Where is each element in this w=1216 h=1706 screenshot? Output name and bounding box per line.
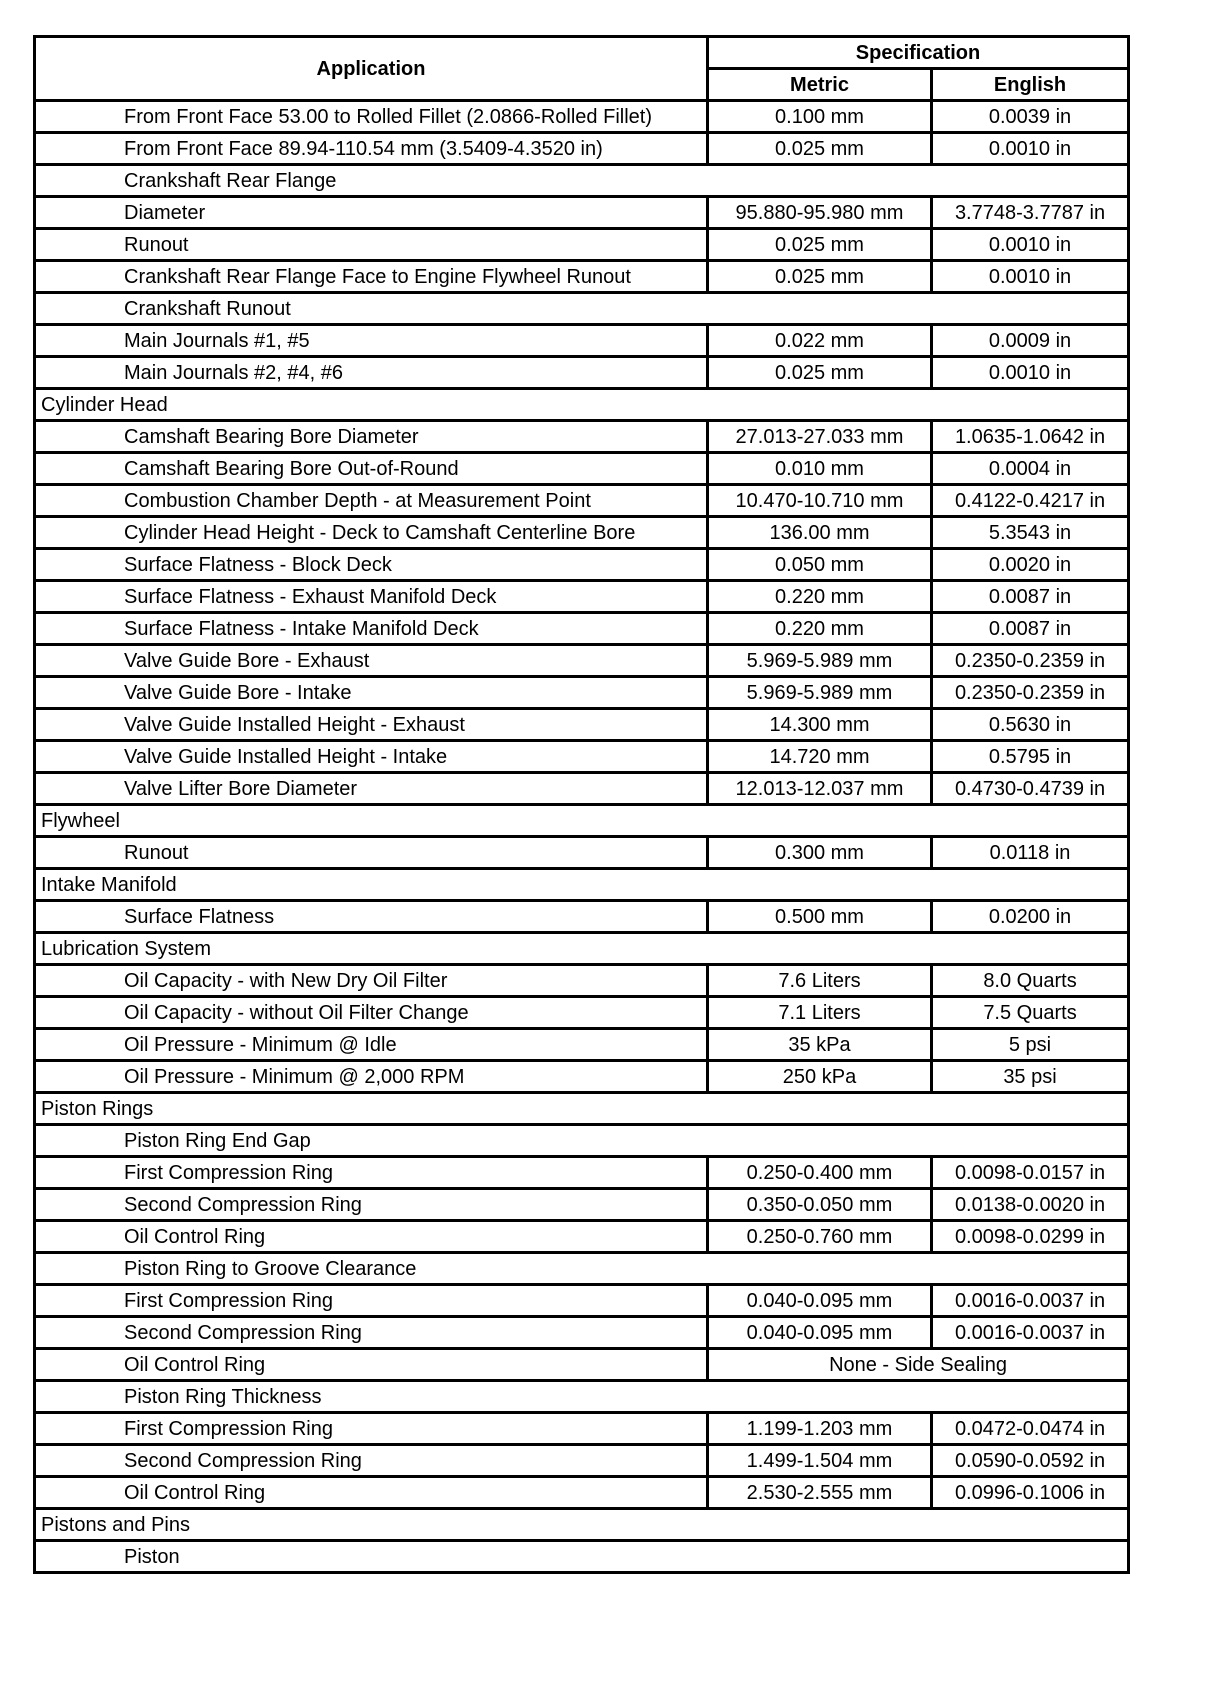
english-cell: 0.0200 in — [932, 901, 1129, 933]
table-row — [35, 645, 1129, 677]
table-row — [35, 133, 1129, 165]
application-cell: Oil Control Ring — [35, 1477, 708, 1509]
application-cell: Oil Control Ring — [35, 1349, 708, 1381]
english-cell: 0.0039 in — [932, 101, 1129, 133]
english-cell: 0.4730-0.4739 in — [932, 773, 1129, 805]
table-row — [35, 357, 1129, 389]
specification-cell: None - Side Sealing — [708, 1349, 1129, 1381]
english-cell: 5 psi — [932, 1029, 1129, 1061]
application-cell: Second Compression Ring — [35, 1317, 708, 1349]
metric-cell: 0.350-0.050 mm — [708, 1189, 932, 1221]
english-cell: 0.0087 in — [932, 581, 1129, 613]
specification-header: Specification — [708, 37, 1129, 69]
subsection-label: Crankshaft Runout — [35, 293, 1129, 325]
metric-cell: 1.499-1.504 mm — [708, 1445, 932, 1477]
english-cell: 0.0472-0.0474 in — [932, 1413, 1129, 1445]
metric-cell: 14.720 mm — [708, 741, 932, 773]
english-cell: 35 psi — [932, 1061, 1129, 1093]
english-cell: 7.5 Quarts — [932, 997, 1129, 1029]
subsection-label: Crankshaft Rear Flange — [35, 165, 1129, 197]
english-cell: 0.0016-0.0037 in — [932, 1285, 1129, 1317]
application-cell: Main Journals #1, #5 — [35, 325, 708, 357]
application-cell: Valve Guide Installed Height - Intake — [35, 741, 708, 773]
english-cell: 0.5630 in — [932, 709, 1129, 741]
metric-cell: 0.025 mm — [708, 133, 932, 165]
table-row — [35, 965, 1129, 997]
table-row — [35, 517, 1129, 549]
application-cell: Camshaft Bearing Bore Out-of-Round — [35, 453, 708, 485]
table-row — [35, 837, 1129, 869]
table-row — [35, 1285, 1129, 1317]
subsection-label: Piston — [35, 1541, 1129, 1573]
subsection-label: Piston Ring End Gap — [35, 1125, 1129, 1157]
application-cell: From Front Face 89.94-110.54 mm (3.5409-4.3520 in) — [35, 133, 708, 165]
section-label: Piston Rings — [35, 1093, 1129, 1125]
table-row — [35, 613, 1129, 645]
metric-cell: 0.040-0.095 mm — [708, 1285, 932, 1317]
table-row — [35, 197, 1129, 229]
metric-cell: 0.300 mm — [708, 837, 932, 869]
english-cell: 0.0004 in — [932, 453, 1129, 485]
table-row — [35, 485, 1129, 517]
application-cell: Valve Guide Installed Height - Exhaust — [35, 709, 708, 741]
application-cell: First Compression Ring — [35, 1285, 708, 1317]
table-row — [35, 1157, 1129, 1189]
metric-cell: 0.025 mm — [708, 229, 932, 261]
table-row — [35, 1061, 1129, 1093]
metric-cell: 0.100 mm — [708, 101, 932, 133]
application-header: Application — [35, 37, 708, 101]
metric-cell: 2.530-2.555 mm — [708, 1477, 932, 1509]
section-label: Intake Manifold — [35, 869, 1129, 901]
specification-table — [33, 35, 1130, 1574]
section-row — [35, 1509, 1129, 1541]
header-row-1 — [35, 37, 1129, 69]
section-row — [35, 933, 1129, 965]
application-cell: Combustion Chamber Depth - at Measurement Point — [35, 485, 708, 517]
application-cell: Oil Control Ring — [35, 1221, 708, 1253]
metric-cell: 0.040-0.095 mm — [708, 1317, 932, 1349]
application-cell: First Compression Ring — [35, 1157, 708, 1189]
table-row — [35, 677, 1129, 709]
subsection-label: Piston Ring Thickness — [35, 1381, 1129, 1413]
metric-cell: 136.00 mm — [708, 517, 932, 549]
table-body — [35, 101, 1129, 1573]
table-row — [35, 261, 1129, 293]
table-row — [35, 1221, 1129, 1253]
english-cell: 3.7748-3.7787 in — [932, 197, 1129, 229]
table-row — [35, 421, 1129, 453]
application-cell: Runout — [35, 837, 708, 869]
metric-cell: 0.220 mm — [708, 581, 932, 613]
english-cell: 0.0010 in — [932, 133, 1129, 165]
table-row — [35, 709, 1129, 741]
section-label: Flywheel — [35, 805, 1129, 837]
english-cell: 0.0138-0.0020 in — [932, 1189, 1129, 1221]
metric-cell: 12.013-12.037 mm — [708, 773, 932, 805]
english-cell: 8.0 Quarts — [932, 965, 1129, 997]
section-row — [35, 389, 1129, 421]
application-cell: Main Journals #2, #4, #6 — [35, 357, 708, 389]
english-cell: 0.0016-0.0037 in — [932, 1317, 1129, 1349]
english-cell: 0.2350-0.2359 in — [932, 645, 1129, 677]
english-cell: 0.0020 in — [932, 549, 1129, 581]
english-cell: 0.0010 in — [932, 357, 1129, 389]
table-row — [35, 1413, 1129, 1445]
metric-cell: 0.050 mm — [708, 549, 932, 581]
metric-cell: 7.1 Liters — [708, 997, 932, 1029]
english-header: English — [932, 69, 1129, 101]
subsection-row — [35, 1541, 1129, 1573]
application-cell: Surface Flatness — [35, 901, 708, 933]
application-cell: Camshaft Bearing Bore Diameter — [35, 421, 708, 453]
table-row — [35, 1477, 1129, 1509]
table-row — [35, 101, 1129, 133]
table-row — [35, 901, 1129, 933]
section-label: Lubrication System — [35, 933, 1129, 965]
metric-cell: 1.199-1.203 mm — [708, 1413, 932, 1445]
application-cell: Runout — [35, 229, 708, 261]
application-cell: Valve Guide Bore - Exhaust — [35, 645, 708, 677]
english-cell: 5.3543 in — [932, 517, 1129, 549]
application-cell: Oil Capacity - without Oil Filter Change — [35, 997, 708, 1029]
table-row — [35, 997, 1129, 1029]
metric-cell: 5.969-5.989 mm — [708, 645, 932, 677]
table-row — [35, 773, 1129, 805]
metric-cell: 5.969-5.989 mm — [708, 677, 932, 709]
metric-cell: 7.6 Liters — [708, 965, 932, 997]
application-cell: Oil Pressure - Minimum @ 2,000 RPM — [35, 1061, 708, 1093]
metric-header: Metric — [708, 69, 932, 101]
application-cell: Crankshaft Rear Flange Face to Engine Flywheel Runout — [35, 261, 708, 293]
table-row — [35, 229, 1129, 261]
english-cell: 0.0098-0.0157 in — [932, 1157, 1129, 1189]
table-header — [35, 37, 1129, 101]
subsection-row — [35, 293, 1129, 325]
metric-cell: 0.025 mm — [708, 357, 932, 389]
table-row — [35, 1349, 1129, 1381]
table-row — [35, 741, 1129, 773]
english-cell: 0.4122-0.4217 in — [932, 485, 1129, 517]
table-row — [35, 325, 1129, 357]
metric-cell: 95.880-95.980 mm — [708, 197, 932, 229]
english-cell: 0.0996-0.1006 in — [932, 1477, 1129, 1509]
table-row — [35, 453, 1129, 485]
application-cell: Second Compression Ring — [35, 1445, 708, 1477]
metric-cell: 0.022 mm — [708, 325, 932, 357]
english-cell: 0.0010 in — [932, 261, 1129, 293]
table-row — [35, 1317, 1129, 1349]
metric-cell: 35 kPa — [708, 1029, 932, 1061]
english-cell: 0.0087 in — [932, 613, 1129, 645]
subsection-row — [35, 1253, 1129, 1285]
application-cell: Valve Guide Bore - Intake — [35, 677, 708, 709]
table-row — [35, 1445, 1129, 1477]
english-cell: 0.0098-0.0299 in — [932, 1221, 1129, 1253]
table-row — [35, 1189, 1129, 1221]
section-row — [35, 1093, 1129, 1125]
subsection-row — [35, 1125, 1129, 1157]
metric-cell: 27.013-27.033 mm — [708, 421, 932, 453]
metric-cell: 14.300 mm — [708, 709, 932, 741]
metric-cell: 0.500 mm — [708, 901, 932, 933]
english-cell: 0.0590-0.0592 in — [932, 1445, 1129, 1477]
english-cell: 0.5795 in — [932, 741, 1129, 773]
subsection-row — [35, 165, 1129, 197]
metric-cell: 0.010 mm — [708, 453, 932, 485]
section-row — [35, 869, 1129, 901]
application-cell: First Compression Ring — [35, 1413, 708, 1445]
metric-cell: 10.470-10.710 mm — [708, 485, 932, 517]
english-cell: 0.0009 in — [932, 325, 1129, 357]
subsection-label: Piston Ring to Groove Clearance — [35, 1253, 1129, 1285]
metric-cell: 0.220 mm — [708, 613, 932, 645]
metric-cell: 0.250-0.400 mm — [708, 1157, 932, 1189]
section-label: Cylinder Head — [35, 389, 1129, 421]
section-label: Pistons and Pins — [35, 1509, 1129, 1541]
application-cell: From Front Face 53.00 to Rolled Fillet (2.0866-Rolled Fillet) — [35, 101, 708, 133]
application-cell: Surface Flatness - Block Deck — [35, 549, 708, 581]
section-row — [35, 805, 1129, 837]
metric-cell: 250 kPa — [708, 1061, 932, 1093]
application-cell: Oil Pressure - Minimum @ Idle — [35, 1029, 708, 1061]
metric-cell: 0.025 mm — [708, 261, 932, 293]
application-cell: Diameter — [35, 197, 708, 229]
application-cell: Oil Capacity - with New Dry Oil Filter — [35, 965, 708, 997]
application-cell: Valve Lifter Bore Diameter — [35, 773, 708, 805]
table-row — [35, 1029, 1129, 1061]
english-cell: 0.0118 in — [932, 837, 1129, 869]
metric-cell: 0.250-0.760 mm — [708, 1221, 932, 1253]
application-cell: Cylinder Head Height - Deck to Camshaft Centerline Bore — [35, 517, 708, 549]
subsection-row — [35, 1381, 1129, 1413]
table-row — [35, 581, 1129, 613]
application-cell: Surface Flatness - Exhaust Manifold Deck — [35, 581, 708, 613]
english-cell: 0.2350-0.2359 in — [932, 677, 1129, 709]
table-row — [35, 549, 1129, 581]
application-cell: Second Compression Ring — [35, 1189, 708, 1221]
english-cell: 0.0010 in — [932, 229, 1129, 261]
english-cell: 1.0635-1.0642 in — [932, 421, 1129, 453]
application-cell: Surface Flatness - Intake Manifold Deck — [35, 613, 708, 645]
